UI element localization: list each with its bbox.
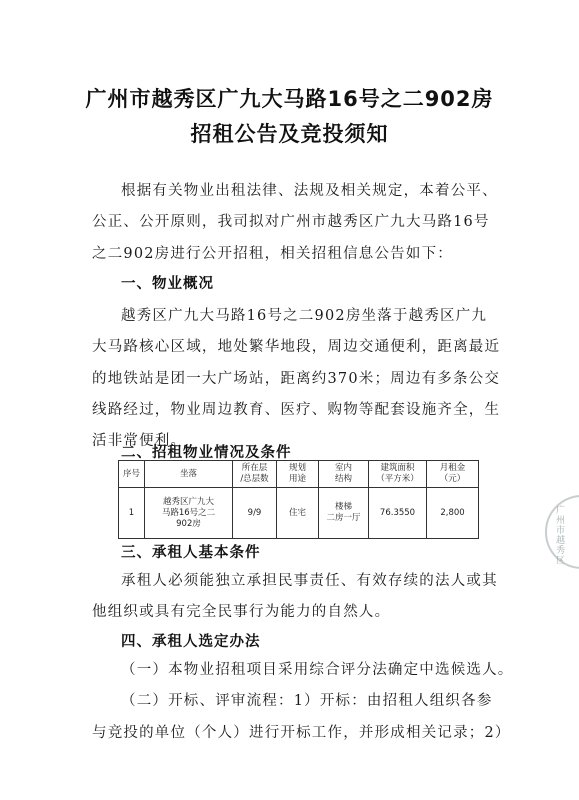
section-4-paragraph [92, 655, 522, 749]
intro-line: 根据有关物业出租法律、法规及相关规定，本着公平、 [121, 183, 498, 199]
table-header-row [119, 461, 479, 488]
title-line-1: 广州市越秀区广九大马路16号之二902房 [85, 87, 494, 111]
section-3-line: 他组织或具有完全民事行为能力的自然人。 [92, 604, 391, 621]
intro-line: 之二902房进行公开招租，相关招租信息公告如下： [92, 245, 453, 262]
cell-index: 1 [119, 488, 145, 539]
section-4-line: （二）开标、评审流程：1）开标：由招租人组织各参 [121, 693, 493, 710]
section-3-heading: 三、承租人基本条件 [121, 545, 261, 561]
section-1-line: 越秀区广九大马路16号之二902房坐落于越秀区广九 [121, 308, 488, 324]
section-1-line: 大马路核心区域，地处繁华地段，周边交通便利，距离最近 [92, 339, 501, 356]
cell-floor: 9/9 [233, 488, 277, 539]
section-1-line: 活非常便利。 [92, 433, 187, 450]
header-rent: 月租金 （元） [427, 461, 479, 488]
section-3-line: 承租人必须能独立承担民事责任、有效存续的法人或其 [121, 573, 498, 589]
cell-usage: 住宅 [277, 488, 319, 539]
section-1-line: 的地铁站是团一大广场站，距离约370米；周边有多条公交 [92, 370, 501, 387]
header-index: 序号 [119, 461, 145, 488]
title-line-2: 招租公告及竞投须知 [190, 122, 389, 146]
section-1-line: 线路经过，物业周边教育、医疗、购物等配套设施齐全，生 [92, 401, 501, 418]
header-structure: 室内 结构 [319, 461, 369, 488]
intro-paragraph [92, 176, 512, 270]
intro-line: 公正、公开原则，我司拟对广州市越秀区广九大马路16号 [92, 214, 490, 231]
section-4-line: （一）本物业招租项目采用综合评分法确定中选候选人。 [121, 662, 514, 678]
seal-stamp-text: 广州市越秀区 [554, 505, 564, 565]
header-location: 坐落 [145, 461, 233, 488]
section-2-heading: 二、招租物业情况及条件 [121, 445, 292, 461]
cell-rent: 2,800 [427, 488, 479, 539]
section-4-heading: 四、承租人选定办法 [121, 634, 261, 650]
section-1-paragraph [92, 301, 512, 457]
section-4-line: 与竞投的单位（个人）进行开标工作，并形成相关记录；2） [92, 724, 511, 741]
table-row [119, 488, 479, 539]
section-1-heading: 一、物业概况 [121, 276, 214, 292]
header-floor: 所在层 /总层数 [233, 461, 277, 488]
property-table [118, 460, 479, 539]
cell-area: 76.3550 [369, 488, 427, 539]
header-usage: 规划 用途 [277, 461, 319, 488]
cell-location: 越秀区广九大 马路16号之二 902房 [145, 488, 233, 539]
section-3-paragraph [92, 566, 512, 629]
header-area: 建筑面积 （平方米） [369, 461, 427, 488]
cell-structure: 楼梯 二房一厅 [319, 488, 369, 539]
